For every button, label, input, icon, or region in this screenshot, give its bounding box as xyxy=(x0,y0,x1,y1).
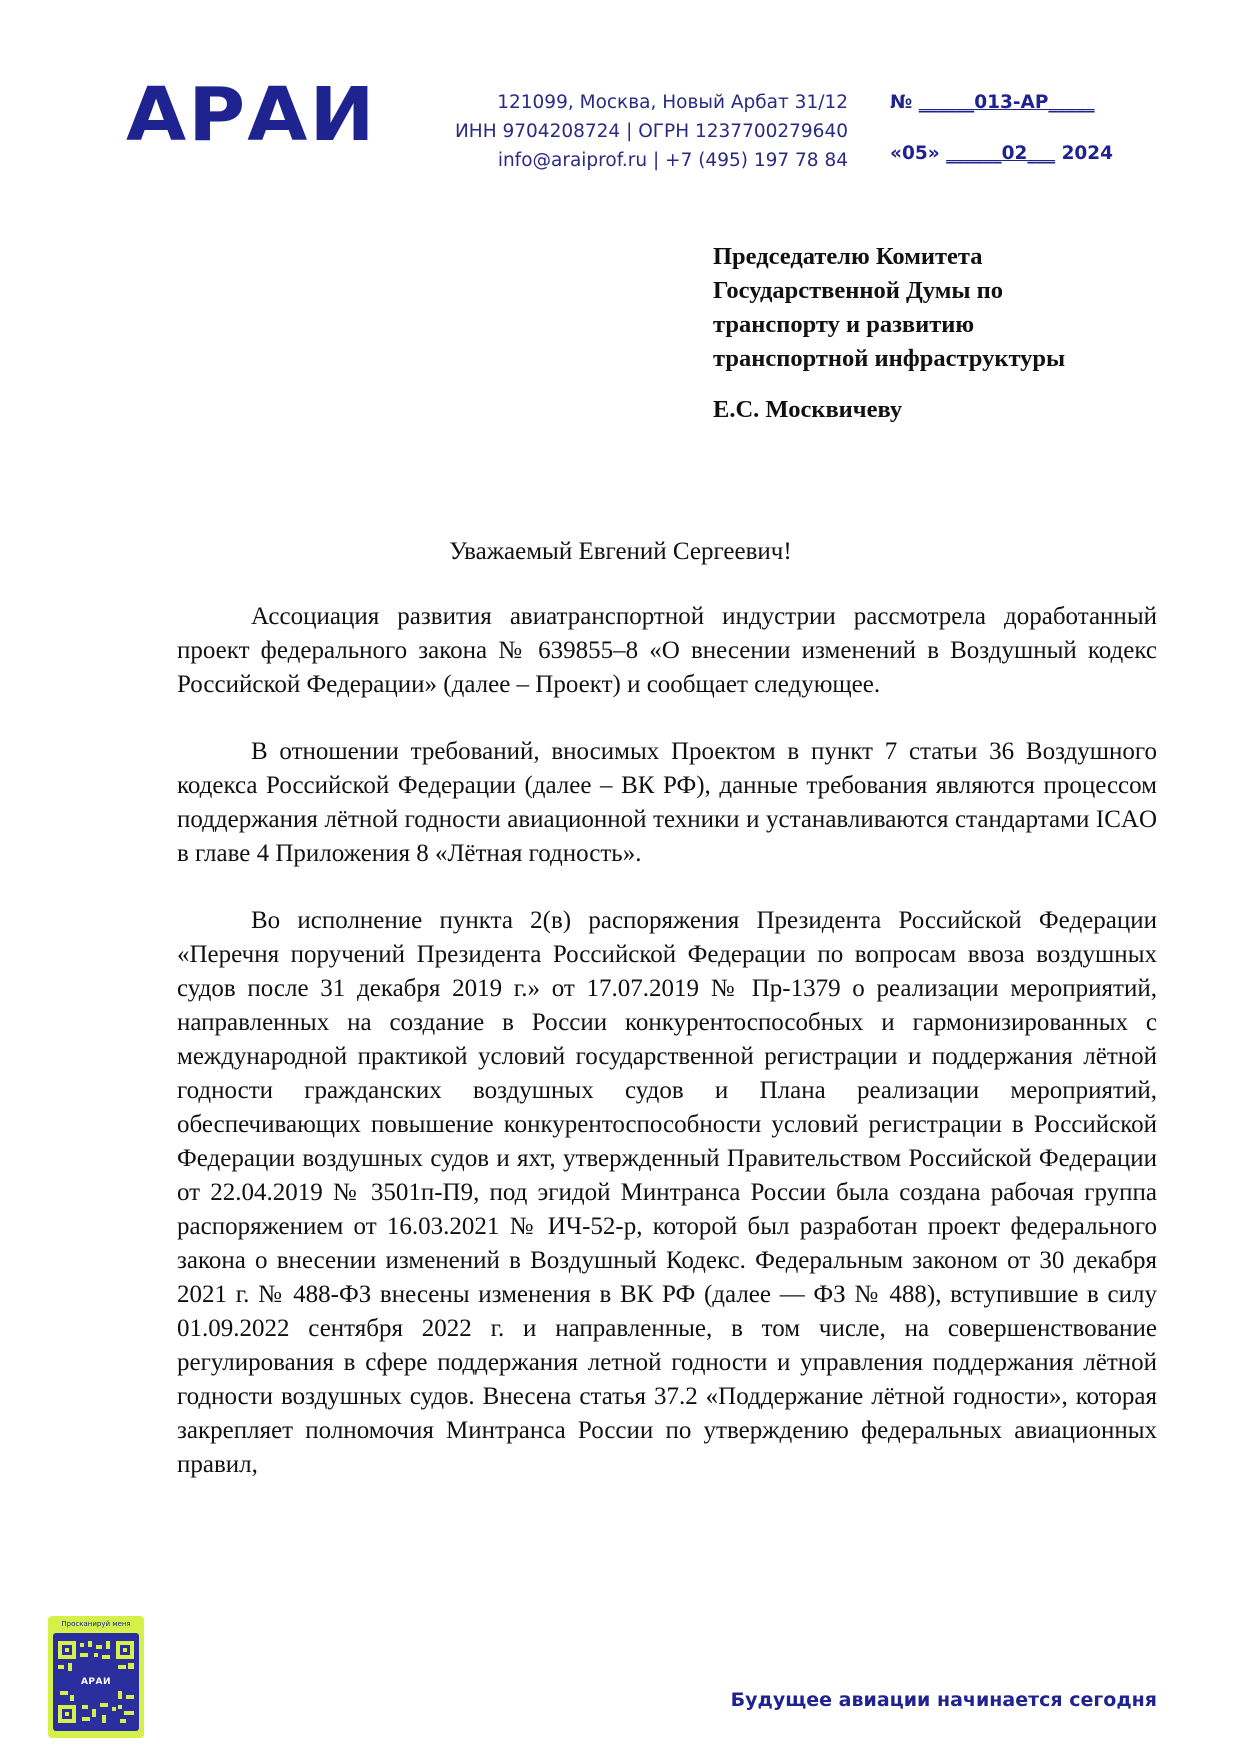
addressee-line: Председателю Комитета xyxy=(713,243,983,270)
addressee-block xyxy=(713,240,1183,427)
addressee-line: транспорту и развитию xyxy=(713,311,975,338)
document-date: «05» ______02___ 2024 xyxy=(890,143,1114,164)
body-paragraph: В отношении требований, вносимых Проектом в пункт 7 статьи 36 Воздушного кодекса Российской Федерации (далее – ВК РФ), данные требования являются процессом поддержания лётной годности авиационной техники и устанавливаются стандартами ICAO в главе 4 Приложения 8 «Лётная годность». xyxy=(177,738,1157,867)
qr-code-badge[interactable] xyxy=(48,1616,144,1738)
organization-address: 121099, Москва, Новый Арбат 31/12 xyxy=(497,92,848,113)
document-number: № ______013-АР_____ xyxy=(890,92,1095,113)
footer-slogan: Будущее авиации начинается сегодня xyxy=(730,1689,1157,1711)
letter-body xyxy=(177,600,1157,1515)
salutation: Уважаемый Евгений Сергеевич! xyxy=(449,538,792,565)
organization-email-phone: info@araiprof.ru | +7 (495) 197 78 84 xyxy=(497,150,848,171)
document-registration xyxy=(890,88,1113,168)
qr-logo-text: АРАИ xyxy=(80,1677,112,1687)
organization-registration-ids: ИНН 9704208724 | ОГРН 1237700279640 xyxy=(454,121,848,142)
organization-contacts xyxy=(370,88,848,175)
body-paragraph: Ассоциация развития авиатранспортной индустрии рассмотрела доработанный проект федерального закона № 639855–8 «О внесении изменений в Воздушный кодекс Российской Федерации» (далее – Проект) и сообщает следующее. xyxy=(177,603,1157,698)
organization-logo: АРАИ xyxy=(126,72,377,158)
addressee-name: Е.С. Москвичеву xyxy=(713,396,903,423)
body-paragraph: Во исполнение пункта 2(в) распоряжения Президента Российской Федерации «Перечня поручений Президента Российской Федерации по вопросам ввоза воздушных судов после 31 декабря 2019 г.» от 17.07.2019 № Пр-1379 о реализации мероприятий, направленных на создание в России конкурентоспособных и гармонизированных с международной практикой условий государственной регистрации и поддержания лётной годности гражданских воздушных судов и Плана реализации мероприятий, обеспечивающих повышение конкурентоспособности условий регистрации в Российской Федерации воздушных судов и яхт, утвержденный Правительством Российской Федерации от 22.04.2019 № 3501п-П9, под эгидой Минтранса России была создана рабочая группа распоряжением от 16.03.2021 № ИЧ-52-р, которой был разработан проект федерального закона о внесении изменений в Воздушный Кодекс. Федеральным законом от 30 декабря 2021 г. № 488-ФЗ внесены изменения в ВК РФ (далее — ФЗ № 488), вступившие в силу 01.09.2022 сентября 2022 г. и направленные, в том числе, на совершенствование регулирования в сфере поддержания летной годности и управления поддержания лётной годности воздушных судов. Внесена статья 37.2 «Поддержание лётной годности», которая закрепляет полномочия Минтранса России по утверждению федеральных авиационных правил, xyxy=(177,907,1157,1478)
addressee-line: транспортной инфраструктуры xyxy=(713,345,1066,372)
qr-label: Просканируй меня xyxy=(61,1620,131,1628)
qr-code-icon xyxy=(53,1633,139,1731)
addressee-line: Государственной Думы по xyxy=(713,277,1004,304)
